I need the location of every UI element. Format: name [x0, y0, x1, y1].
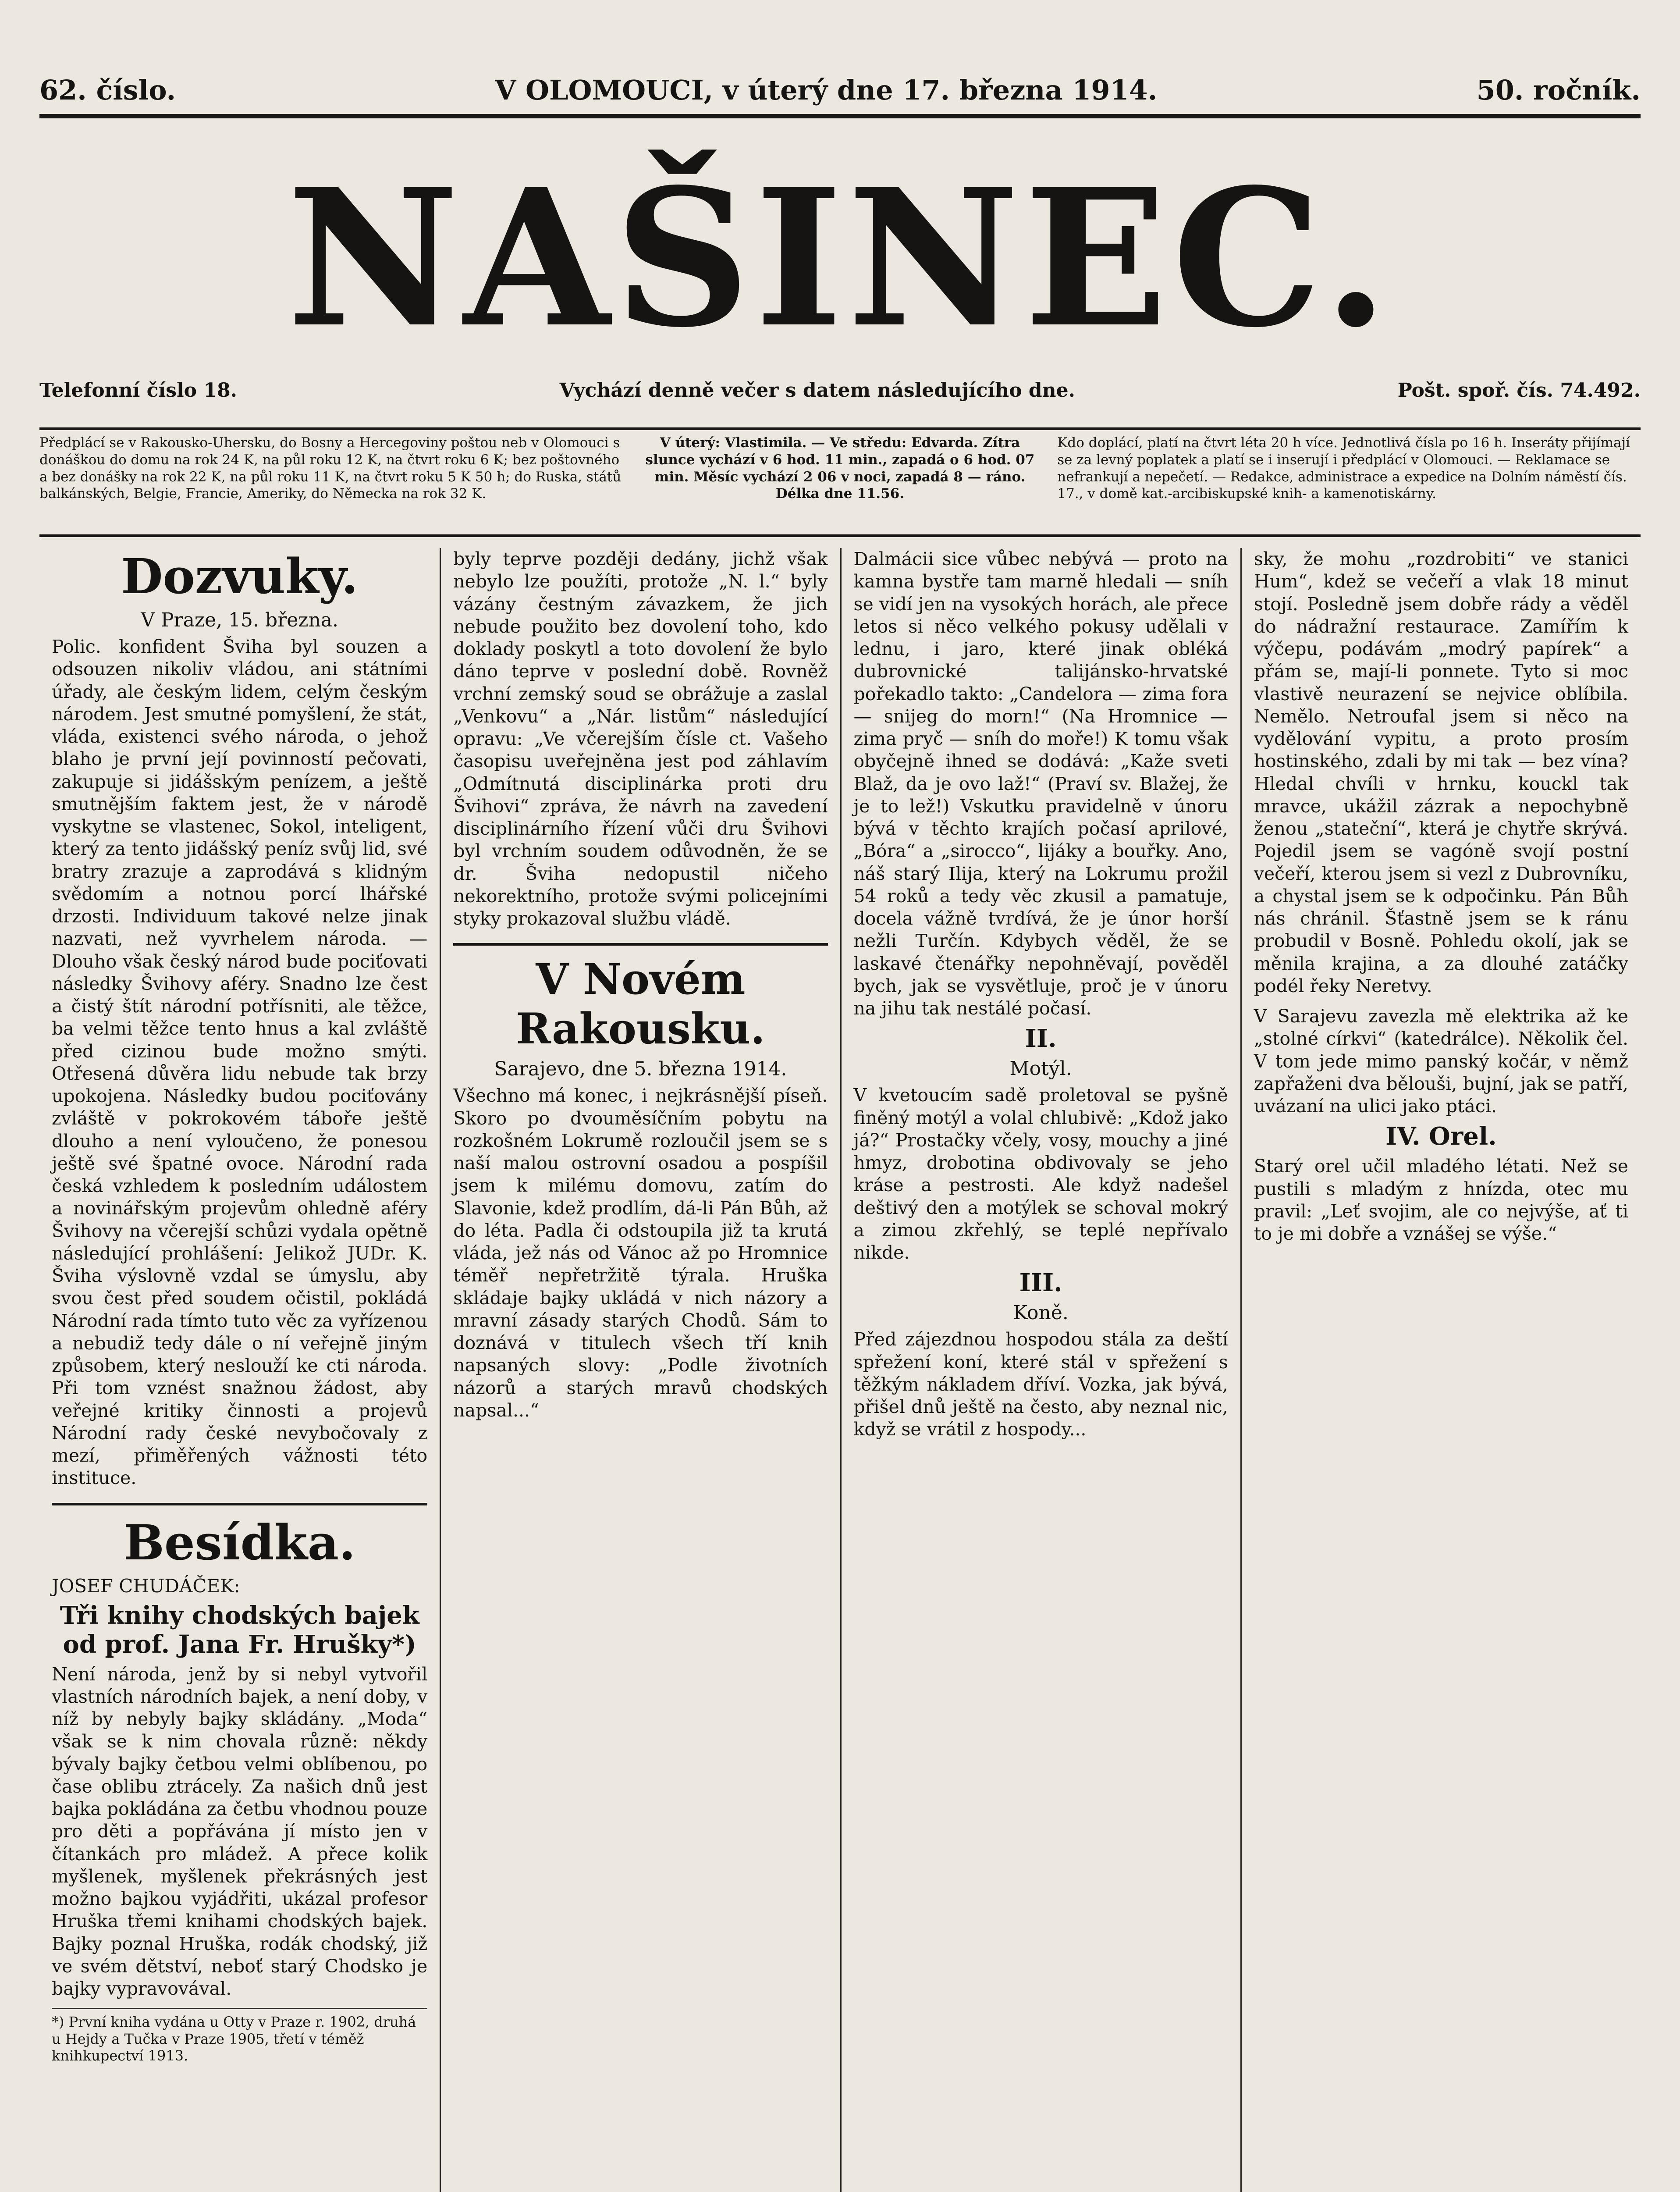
issue-number: 62. číslo. [39, 74, 176, 106]
fable-number-2: II. [1025, 1024, 1057, 1053]
top-line [39, 66, 1641, 118]
masthead-title: NAŠINEC. [287, 148, 1393, 369]
section-divider [453, 943, 828, 946]
dateline-sarajevo: Sarajevo, dne 5. března 1914. [494, 1058, 787, 1081]
postal-account: Pošt. spoř. čís. 74.492. [1397, 379, 1641, 402]
fable-body-kone: Před zájezdnou hospodou stála za deští spřežení koní, které stál v spřežení s těžkým nákladem dříví. Vozka, jak bývá, přišel dnů ještě na često, aby neznal nic, když se vrátil z hospody... [853, 1329, 1234, 1440]
publishing-note: Vychází denně večer s datem následujícího dne. [559, 379, 1075, 402]
fable-title-kone: Koně. [1013, 1302, 1069, 1324]
article-title-rakousko: V Novém Rakousku. [516, 954, 765, 1054]
article-body-dalmacie: Dalmácii sice vůbec nebývá — proto na kamna bystře tam marně hledali — sníh se vidí jen na vysokých horách, ale přece letos si něco velkého pokusy udělali v lednu, i jaro, které jinak obléká dubrovnické talijánsko-hrvatské pořekadlo takto: „Candelora — zima fora — snijeg do morn!“ (Na Hromnice — zima pryč — sníh do moře!) K tomu však obyčejně ihned se dodává: „Kaže sveti Blaž, da je ovo laž!“ (Praví sv. Blažej, že je to lež!) Vskutku pravidelně v únoru bývá v těchto krajích počasí aprilové, „Bóra“ a „sirocco“, lijáky a bouřky. Ano, náš starý Ilija, který na Lokrumu prožil 54 roků a tedy věc zkusil a pamatuje, docela vážně tvrdívá, že je únor horší nežli Turčín. Kdybych věděl, že se laskavé čtenářky nepohněvají, pověděl bych, jak se vysvětluje, proč je v únoru na jihu tak nestálé počasí. [853, 548, 1234, 1019]
article-body-continued: byly teprve později dedány, jichž však nebylo lze použíti, protože „N. l.“ byly vázány čestným závazkem, že jich nebude použito bez dovolení toho, kdo doklady poskytl a toto dovolení že bylo dáno teprve v poslední době. Rovněž vrchní zemský soud se obrážuje a zaslal „Venkovu“ a „Nár. listům“ následující opravu: „Ve včerejším čísle ct. Vašeho časopisu uveřejněna jest pod záhlavím „Odmítnutá disciplinárka proti dru Švihovi“ zpráva, že návrh na zavedení disciplinárního řízení vůči dru Švihovi byl vrchním soudem odůvodněn, že se dr. Šviha nedopustil ničeho nekorektního, protože svými policejními styky prokazoval službu vládě. [453, 548, 834, 929]
footnote: *) První kniha vydána u Otty v Praze r. 1902, druhá u Hejdy a Tučka v Praze 1905, třetí v téměž knihkupectví 1913. [52, 2008, 427, 2064]
subline [39, 377, 1641, 403]
article-subtitle-bajky: Tři knihy chodských bajek od prof. Jana Fr. Hrušky*) [60, 1601, 419, 1659]
section-divider [52, 1503, 427, 1505]
column-2 [440, 548, 840, 2192]
article-title-dozvuky: Dozvuky. [121, 548, 359, 605]
fable-body-orel: Starý orel učil mladého létati. Než se pustili s mladým z hnízda, otec mu pravil: „Leť svojim, ale co nejvýše, ať ti to je mi dobře a vznášej se výše.“ [1254, 1156, 1634, 1244]
telephone-number: Telefonní číslo 18. [39, 379, 237, 402]
info-bar [39, 427, 1641, 537]
fable-body-motyl: V kvetoucím sadě proletoval se pyšně finěný motýl a volal chlubivě: „Kdož jako já?“ Prostačky včely, vosy, mouchy a jiné hmyz, drobotina obdivovaly se jeho kráse a pestrosti. Ale když nadešel deštivý den a motýlek se schoval mokrý a zimou zkřehlý, se teplé nepřívalo nikde. [853, 1085, 1234, 1263]
author-label: JOSEF CHUDÁČEK: [52, 1575, 240, 1597]
year-number: 50. ročník. [1476, 74, 1641, 106]
calendar-info: V úterý: Vlastimila. — Ve středu: Edvarda. Zítra slunce vychází v 6 hod. 11 min., zapadá o 6 hod. 07 min. Měsíc vychází 2 06 v noci, zapadá 8 — ráno. Délka dne 11.56. [645, 435, 1035, 502]
fable-title-orel: IV. Orel. [1385, 1122, 1497, 1151]
notice-info: Kdo doplácí, platí na čtvrt léta 20 h více. Jednotlivá čísla po 16 h. Inseráty přijímají se za levný poplatek a platí se i inserují i předplácí v Olomouci. — Reklamace se nefrankují a nepečetí. — Redakce, administrace a expedice na Dolním náměstí čís. 17., v domě kat.-arcibiskupské knih- a kamenotiskárny. [1057, 435, 1630, 502]
column-3 [840, 548, 1240, 2192]
fable-title-motyl: Motýl. [1009, 1057, 1072, 1080]
column-4 [1240, 548, 1641, 2192]
section-title-besidka: Besídka. [123, 1514, 356, 1571]
place-date: V OLOMOUCI, v úterý dne 17. března 1914. [495, 74, 1158, 106]
article-body-bajky: Není národa, jenž by si nebyl vytvořil vlastních národních bajek, a není doby, v níž by nebyly bajky skládány. „Moda“ však se k nim chovala různě: někdy bývaly bajky četbou velmi oblíbenou, po čase oblibu ztrácely. Za našich dnů jest bajka pokládána za četbu vhodnou pouze pro děti a popřávána jí místo jen v čítankách pro mládež. A přece kolik myšlenek, myšlenek překrásných jest možno bajkou vyjádřiti, ukázal profesor Hruška třemi knihami chodských bajek. Bajky poznal Hruška, rodák chodský, již ve svém dětství, neboť starý Chodsko je bajky vypravovával. [52, 1663, 433, 1999]
article-body-dozvuky: Polic. konfident Šviha byl souzen a odsouzen nikoliv vládou, ani státními úřady, ale českým lidem, celým českým národem. Jest smutné pomyšlení, že stát, vláda, existenci svého národa, o jehož blaho je první její povinností pečovati, zakupuje si jidášským penízem, a ještě smutnějším faktem jest, že v národě vyskytne se vlastenec, Sokol, inteligent, který za tento jidášský peníz svůj lid, své bratry zrazuje a zaprodává s klidným svědomím a notnou porcí lhářské drzosti. Individuum takové nelze jinak nazvati, než vyvrhelem národa. — Dlouho však český národ bude pociťovati následky Švihovy aféry. Snadno lze čest a čistý štít národní potřísniti, ale těžce, ba velmi těžce tento hnus a kal zvláště před cizinou bude možno smýti. Otřesená důvěra lidu nebude tak brzy upokojena. Následky budou pociťovány zvláště v pokrokovém táboře ještě dlouho a není vyloučeno, že ponesou ještě své špatné ovoce. Národní rada česká vzhledem k posledním událostem a novinářským projevům ohledně aféry Švihovy na včerejší schůzi vydala opětně následující prohlášení: Jelikož JUDr. K. Šviha výslovně vzdal se úmyslu, aby svou čest před soudem očistil, pokládá Národní rada tímto tuto věc za vyřízenou a nebudiž tedy dále o ní veřejně jiným způsobem, který neslouží ke cti národa. Při tom vznést snažnou žádost, aby veřejné kritiky činnosti a projevů Národní rady české nevybočovaly z mezí, přiměřených vážnosti této instituce. [52, 636, 433, 1489]
subscription-info: Předplácí se v Rakousko-Uhersku, do Bosny a Hercegoviny poštou neb v Olomouci s donáškou do domu na rok 24 K, na půl roku 12 K, na čtvrt roku 6 K; bez poštovného a bez donášky na rok 22 K, na půl roku 11 K, na čtvrt roku 5 K 50 h; do Ruska, států balkánských, Belgie, Francie, Ameriky, do Německa na rok 32 K. [39, 435, 622, 502]
article-body-cesta: sky, že mohu „rozdrobiti“ ve stanici Hum“, kdež se večeří a vlak 18 minut stojí. Posledně jsem dobře rády a věděl do nádražní restaurace. Zamířím k výčepu, podávám „modrý papírek“ a přám se, mají-li ponnete. Tyto si moc vlastivě neurazení se nejvice oblíbila. Nemělo. Netroufal jsem si něco na vydělování vypitu, a proto prosím hostinského, zdali by mi tak — bez vína? Hledal chvíli v hrnku, kouckl tak mravce, ukážil zázrak a nepochybně ženou „stateční“, která je chytře skrývá. Pojedil jsem se vagóně svojí postní večeří, kterou jsem si vezl z Dubrovníku, a chystal jsem se k odpočinku. Pán Bůh nás chránil. Šťastně jsem se k ránu probudil v Bosně. Pohledu okolí, jak se měnila krajina, a za dlouhé zatáčky podél řeky Neretvy. [1254, 548, 1634, 996]
article-columns [39, 548, 1641, 2192]
column-1 [39, 548, 440, 2192]
fable-number-3: III. [1019, 1268, 1062, 1298]
article-body-rakousko: Všechno má konec, i nejkrásnější píseň. Skoro po dvouměsíčním pobytu na rozkošném Lokrumě rozloučil jsem se s naší malou ostrovní osadou a pospíšil jsem k milému domovu, zatím do Slavonie, kdež prodlím, dá-li Pán Bůh, až do léta. Padla či odstoupila již ta krutá vláda, jež nás od Vánoc až po Hromnice téměř nepřetržitě týrala. Hruška skládaje bajky ukládá v nich názory a mravní zásady starých Chodů. Sám to doznává v titulech všech tří knih napsaných slovy: „Podle životních názorů a starých mravů chodských napsal...“ [453, 1085, 834, 1421]
article-body-sarajevo: V Sarajevu zavezla mě elektrika až ke „stolné církvi“ (katedrálce). Několik čel. V tom jede mimo panský kočár, v němž zapřaženi dva bělouši, bujní, jak se patří, uvázaní na ulici jako ptáci. [1254, 1006, 1634, 1117]
dateline-praha: V Praze, 15. března. [141, 609, 338, 631]
